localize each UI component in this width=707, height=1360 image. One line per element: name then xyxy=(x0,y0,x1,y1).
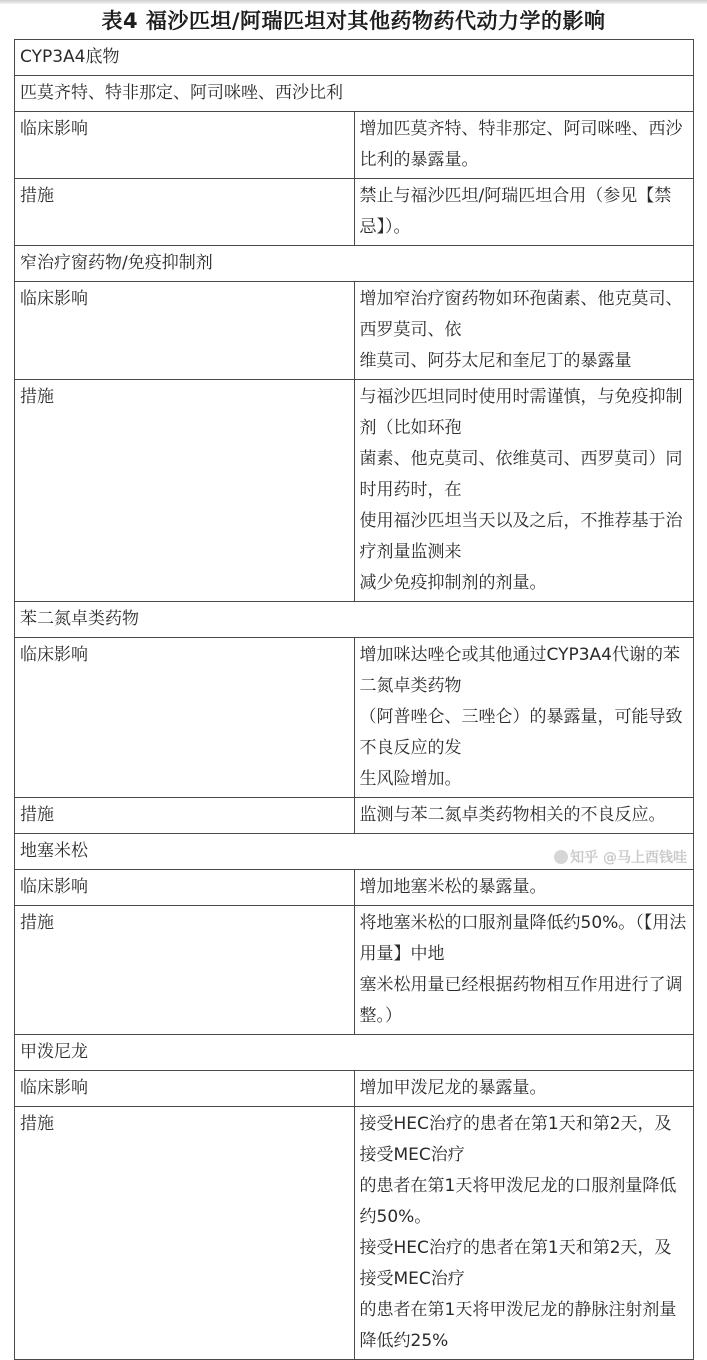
row-content xyxy=(354,906,694,1035)
row-content xyxy=(354,870,694,906)
content-line: 增加窄治疗窗药物如环孢菌素、他克莫司、西罗莫司、依 xyxy=(359,289,683,340)
content-line: 增加地塞米松的暴露量。 xyxy=(359,877,547,897)
row-label: 临床影响 xyxy=(15,1071,355,1107)
watermark xyxy=(554,847,687,867)
content-line: 维莫司、阿芬太尼和奎尼丁的暴露量 xyxy=(359,351,632,371)
section-name: 甲泼尼龙 xyxy=(15,1035,694,1071)
detail-row xyxy=(15,112,694,179)
row-content xyxy=(354,798,694,834)
row-content xyxy=(354,380,694,602)
content-line: 增加咪达唑仑或其他通过CYP3A4代谢的苯二氮卓类药物 xyxy=(359,645,680,696)
row-label: 措施 xyxy=(15,906,355,1035)
detail-row xyxy=(15,1107,694,1360)
detail-row xyxy=(15,638,694,798)
row-label: 措施 xyxy=(15,179,355,246)
watermark-logo-icon xyxy=(554,850,568,864)
detail-row xyxy=(15,179,694,246)
content-line: 增加匹莫齐特、特非那定、阿司咪唑、西沙比利的暴露量。 xyxy=(359,119,683,170)
row-label: 措施 xyxy=(15,1107,355,1360)
section-name: 苯二氮卓类药物 xyxy=(15,602,694,638)
row-label: 措施 xyxy=(15,798,355,834)
content-line: 塞米松用量已经根据药物相互作用进行了调整。） xyxy=(359,975,683,1026)
content-line: （阿普唑仑、三唑仑）的暴露量，可能导致不良反应的发 xyxy=(359,707,683,758)
detail-row xyxy=(15,798,694,834)
row-content xyxy=(354,1107,694,1360)
content-line: 的患者在第1天将甲泼尼龙的口服剂量降低约50%。 xyxy=(359,1176,677,1227)
watermark-text: 知乎 @马上酉钱哇 xyxy=(570,850,687,866)
row-label: 临床影响 xyxy=(15,638,355,798)
section-row xyxy=(15,1035,694,1071)
content-line: 监测与苯二氮卓类药物相关的不良反应。 xyxy=(359,805,666,825)
detail-row xyxy=(15,1071,694,1107)
table-title: 表4 福沙匹坦/阿瑞匹坦对其他药物药代动力学的影响 xyxy=(101,9,606,33)
row-label: 临床影响 xyxy=(15,870,355,906)
content-line: 接受HEC治疗的患者在第1天和第2天，及接受MEC治疗 xyxy=(359,1114,672,1165)
top-edge-strip xyxy=(0,0,707,4)
drug-interaction-table xyxy=(14,39,694,1360)
content-line: 生风险增加。 xyxy=(359,769,462,789)
section-row xyxy=(15,246,694,282)
row-content xyxy=(354,112,694,179)
content-line: 增加甲泼尼龙的暴露量。 xyxy=(359,1078,547,1098)
content-line: 的患者在第1天将甲泼尼龙的静脉注射剂量降低约25% xyxy=(359,1300,677,1351)
row-label: 临床影响 xyxy=(15,282,355,380)
header-cell: CYP3A4底物 xyxy=(15,40,694,76)
content-line: 接受HEC治疗的患者在第1天和第2天，及接受MEC治疗 xyxy=(359,1238,672,1289)
content-line: 将地塞米松的口服剂量降低约50%。（【用法用量】中地 xyxy=(359,913,687,964)
content-line: 与福沙匹坦同时使用时需谨慎，与免疫抑制剂（比如环孢 xyxy=(359,387,683,438)
row-content xyxy=(354,282,694,380)
row-content xyxy=(354,179,694,246)
detail-row xyxy=(15,380,694,602)
detail-row xyxy=(15,906,694,1035)
row-content xyxy=(354,1071,694,1107)
detail-row xyxy=(15,282,694,380)
row-label: 措施 xyxy=(15,380,355,602)
content-line: 菌素、他克莫司、依维莫司、西罗莫司）同时用药时，在 xyxy=(359,449,683,500)
row-label: 临床影响 xyxy=(15,112,355,179)
section-row xyxy=(15,602,694,638)
header-row xyxy=(15,40,694,76)
content-line: 禁止与福沙匹坦/阿瑞匹坦合用（参见【禁忌】）。 xyxy=(359,186,672,237)
section-name: 地塞米松 xyxy=(15,834,694,870)
content-line: 减少免疫抑制剂的剂量。 xyxy=(359,573,547,593)
row-content xyxy=(354,638,694,798)
section-name: 窄治疗窗药物/免疫抑制剂 xyxy=(15,246,694,282)
detail-row xyxy=(15,870,694,906)
section-name: 匹莫齐特、特非那定、阿司咪唑、西沙比利 xyxy=(15,76,694,112)
content-line: 使用福沙匹坦当天以及之后，不推荐基于治疗剂量监测来 xyxy=(359,511,683,562)
section-row xyxy=(15,76,694,112)
